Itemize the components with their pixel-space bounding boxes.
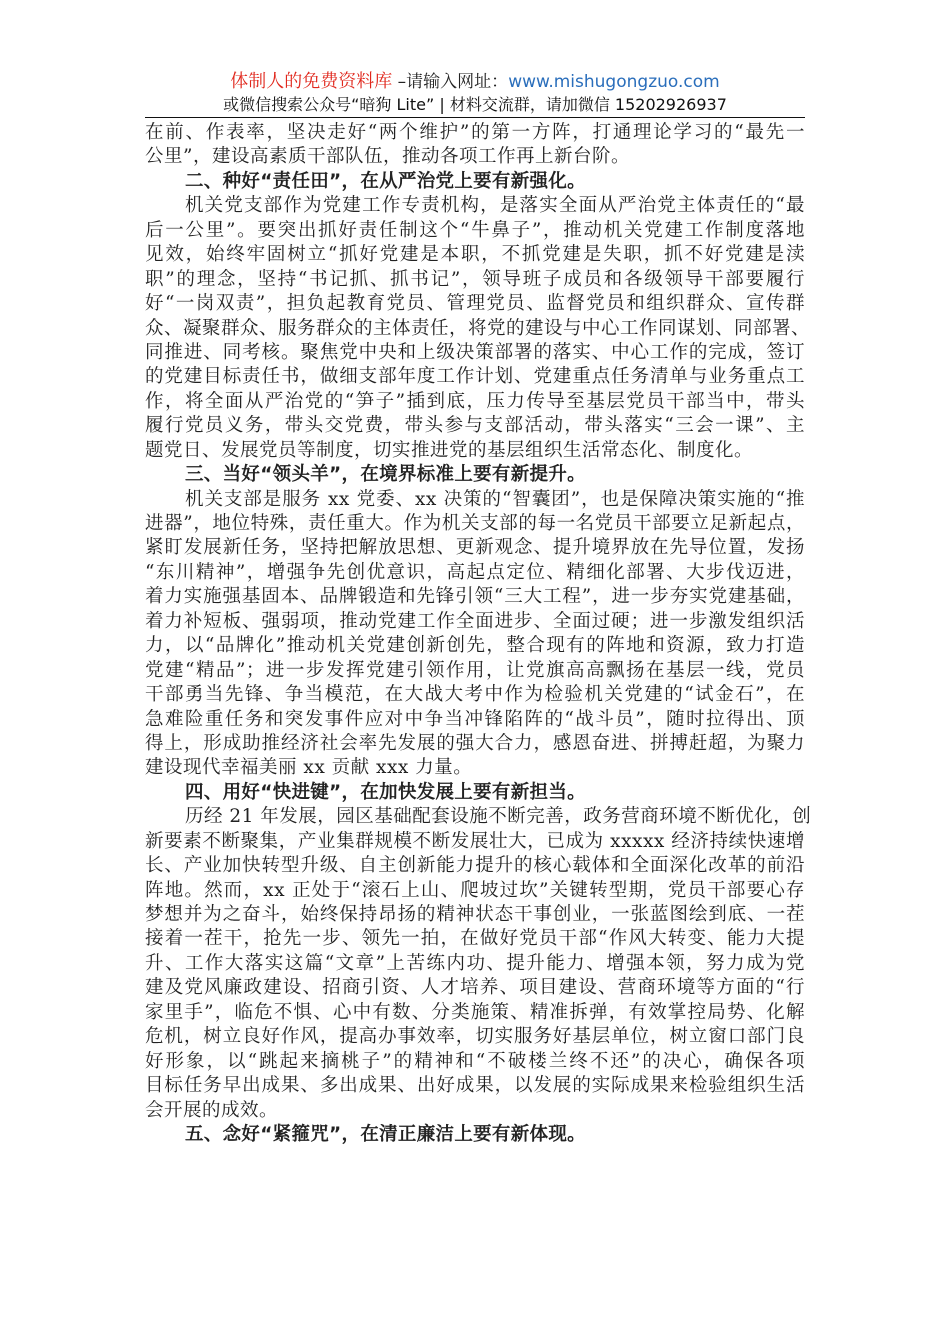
paragraph-first-line: 机关支部是服务 xx 党委、xx 决策的“智囊团”，也是保障决策实施的“推 [185, 488, 805, 510]
paragraph-line: 家里手”，临危不惧、心中有数、分类施策、精准拆弹，有效掌控局势、化解 [145, 1001, 805, 1023]
url-prompt: –请输入网址： [392, 72, 509, 92]
paragraph-line: 党建“精品”；进一步发挥党建引领作用，让党旗高高飘扬在基层一线，党员 [145, 659, 805, 681]
paragraph-line: 建及党风廉政建设、招商引资、人才培养、项目建设、营商环境等方面的“行 [145, 977, 805, 999]
paragraph-line: 阵地。然而，xx 正处于“滚石上山、爬坡过坎”关键转型期，党员干部要心存 [145, 879, 805, 901]
paragraph-line: 着力实施强基固本、品牌锻造和先锋引领“三大工程”，进一步夯实党建基础， [145, 586, 805, 608]
paragraph-line: 进器”，地位特殊，责任重大。作为机关支部的每一名党员干部要立足新起点， [145, 513, 805, 534]
site-url-link[interactable]: www.mishugongzuo.com [508, 72, 720, 92]
paragraph-line: 题党日、发展党员等制度，切实推进党的基层组织生活常态化、制度化。 [145, 439, 754, 461]
paragraph-line: 职”的理念，坚持“书记抓、抓书记”，领导班子成员和各级领导干部要履行 [145, 268, 805, 290]
document-body [145, 121, 812, 1147]
paragraph-line: 着力补短板、强弱项，推动党建工作全面进步、全面过硬；进一步激发组织活 [145, 610, 805, 632]
paragraph-line: 新要素不断聚集，产业集群规模不断发展壮大，已成为 xxxxx 经济持续快速增 [145, 830, 805, 852]
paragraph-line: 梦想并为之奋斗，始终保持昂扬的精神状态干事创业，一张蓝图绘到底、一茬 [145, 904, 805, 925]
paragraph-line: 的党建目标责任书，做细支部年度工作计划、党建重点任务清单与业务重点工 [145, 366, 805, 388]
paragraph-line: 紧盯发展新任务，坚持把解放思想、更新观念、提升境界放在先导位置，发扬 [145, 537, 805, 559]
paragraph-line: 得上，形成助推经济社会率先发展的强大合力，感恩奋进、拼搏赶超，为聚力 [145, 732, 805, 754]
paragraph-line: “东川精神”，增强争先创优意识，高起点定位、精细化部署、大步伐迈进， [145, 561, 805, 583]
section-heading: 三、当好“领头羊”，在境界标准上要有新提升。 [185, 464, 586, 486]
wechat-info: 或微信搜索公众号“暗狗 Lite” | 材料交流群，请加微信 15202926937 [223, 95, 727, 114]
paragraph-line: 履行党员义务，带头交党费，带头参与支部活动，带头落实“三会一课”、主 [145, 415, 805, 437]
paragraph-line: 急难险重任务和突发事件应对中争当冲锋陷阵的“战斗员”，随时拉得出、顶 [145, 708, 805, 730]
paragraph-line: 干部勇当先锋、争当模范，在大战大考中作为检验机关党建的“试金石”，在 [145, 684, 805, 706]
paragraph-line: 升、工作大落实这篇“文章”上苦练内功、提升能力、增强本领，努力成为党 [145, 952, 805, 974]
paragraph-line: 众、凝聚群众、服务群众的主体责任，将党的建设与中心工作同谋划、同部署、 [145, 317, 811, 339]
paragraph-line: 会开展的成效。 [145, 1099, 279, 1121]
paragraph-line: 接着一茬干，抢先一步、领先一拍，在做好党员干部“作风大转变、能力大提 [145, 928, 805, 950]
paragraph-line: 长、产业加快转型升级、自主创新能力提升的核心载体和全面深化改革的前沿 [145, 855, 805, 877]
paragraph-first-line: 历经 21 年发展，园区基础配套设施不断完善，政务营商环境不断优化，创 [185, 806, 812, 828]
paragraph-line: 目标任务早出成果、多出成果、出好成果，以发展的实际成果来检验组织生活 [145, 1075, 805, 1097]
brand-name: 体制人的免费资料库 [230, 71, 393, 92]
site-banner [145, 70, 805, 94]
paragraph-line: 在前、作表率，坚决走好“两个维护”的第一方阵，打通理论学习的“最先一 [145, 122, 805, 143]
paragraph-line: 公里”，建设高素质干部队伍，推动各项工作再上新台阶。 [145, 146, 630, 168]
paragraph-line: 同推进、同考核。聚焦党中央和上级决策部署的落实、中心工作的完成，签订 [145, 341, 805, 363]
header-divider [145, 117, 805, 118]
paragraph-line: 作，将全面从严治党的“笋子”插到底，压力传导至基层党员干部当中，带头 [145, 390, 805, 412]
paragraph-line: 好形象，以“跳起来摘桃子”的精神和“不破楼兰终不还”的决心，确保各项 [145, 1050, 805, 1072]
paragraph-line: 好“一岗双责”，担负起教育党员、管理党员、监督党员和组织群众、宣传群 [145, 293, 805, 315]
paragraph-line: 危机，树立良好作风，提高办事效率，切实服务好基层单位，树立窗口部门良 [145, 1026, 805, 1048]
paragraph-line: 建设现代幸福美丽 xx 贡献 xxx 力量。 [145, 757, 473, 779]
section-heading: 四、用好“快进键”，在加快发展上要有新担当。 [185, 781, 586, 803]
paragraph-line: 力，以“品牌化”推动机关党建创新创先，整合现有的阵地和资源，致力打造 [145, 635, 805, 657]
paragraph-first-line: 机关党支部作为党建工作专责机构，是落实全面从严治党主体责任的“最 [185, 195, 805, 217]
section-heading: 二、种好“责任田”，在从严治党上要有新强化。 [185, 170, 586, 192]
section-heading: 五、念好“紧箍咒”，在清正廉洁上要有新体现。 [185, 1123, 586, 1145]
paragraph-line: 后一公里”。要突出抓好责任制这个“牛鼻子”，推动机关党建工作制度落地 [145, 219, 805, 241]
paragraph-line: 见效，始终牢固树立“抓好党建是本职，不抓党建是失职，抓不好党建是渎 [145, 244, 805, 266]
